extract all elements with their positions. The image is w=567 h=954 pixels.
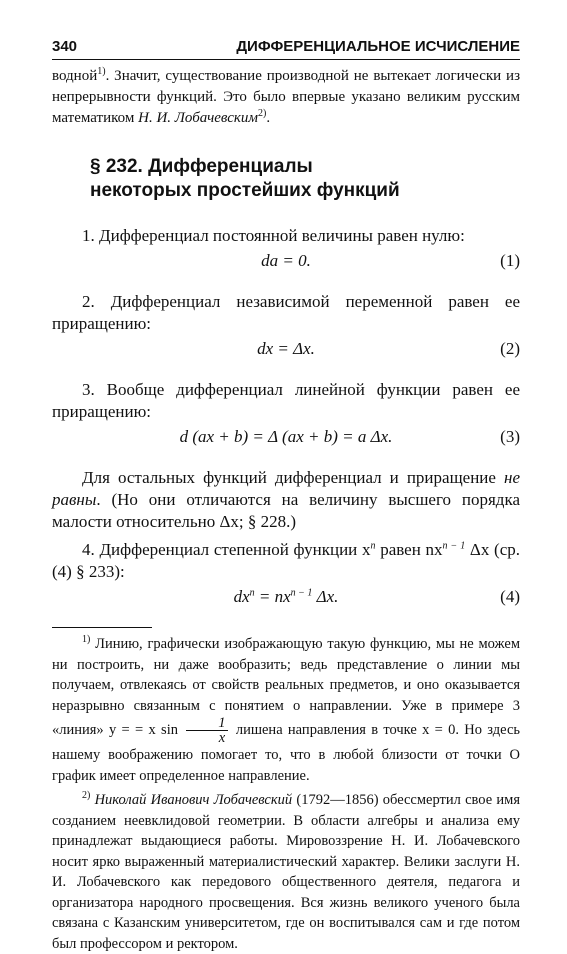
equation-number: (2) — [500, 339, 520, 358]
section-title: § 232. Дифференциалы некоторых простейших функций — [90, 156, 400, 201]
equation-number: (4) — [500, 587, 520, 606]
footnote-ref-1[interactable]: 1) — [97, 66, 106, 77]
equation-number: (1) — [500, 251, 520, 270]
running-title: ДИФФЕРЕНЦИАЛЬНОЕ ИСЧИСЛЕНИЕ — [236, 38, 520, 55]
intro-paragraph: водной$^{1)}$. Значит, существование производной не вытекает логически из непрерывности функций. Это было впервые указано великим русским математиком Н. И. Лобачевским$^{2)}$. — [52, 66, 520, 126]
formula-3: d (ax + b) = Δ (ax + b) = a Δx. (3) — [52, 425, 520, 449]
footnote-1: $^{1)}$ Линию, графически изображающую такую функцию, мы не можем ни построить, ни даже вообразить; ведь представление о линии мы получаем, отвлекаясь от свойств реальных предметов, и оно оказывается неразрывно связанным с понятием о направлении. Уже в примере 3 «линия» y = = x sin $\frac{1}{x}$ лишена направления в точке x = 0. Но здесь нашему воображению помогает то, что в любой близости от точки O график имеет определенное направление. — [52, 634, 520, 784]
fraction: $\frac{1}{x}$ — [186, 716, 227, 745]
formula-4: $dx^n = nx^{n - 1}$ Δx. (4) — [52, 585, 520, 609]
remark-paragraph: Для остальных функций дифференциал и приращение не равны. (Но они отличаются на величину высшего порядка малости относительно Δx; § 228.) — [52, 468, 520, 531]
footnote-2: $^{2)}$ Николай Иванович Лобачевский (1792—1856) обессмертил свое имя созданием неевклидовой геометрии. В области алгебры и анализа ему принадлежат выдающиеся работы. Мировоззрение Н. И. Лобачевского носит ярко выраженный материалистический характер. Велики заслуги Н. И. Лобачевского как передового общественного деятеля, педагога и организатора народного просвещения. Вся жизнь великого ученого была связана с Казанским университетом, где он воспитывался сам и где потом был профессором и ректором. — [52, 790, 520, 952]
author-name: Н. И. Лобачевским — [138, 110, 258, 126]
item-3-text: 3. Вообще дифференциал линейной функции равен ее приращению: — [52, 380, 520, 421]
formula-2: dx = Δx. (2) — [52, 337, 520, 361]
page-number: 340 — [52, 38, 78, 55]
footnote-ref-2[interactable]: 2) — [257, 108, 267, 119]
page-header — [52, 38, 520, 60]
item-1-text: 1. Дифференциал постоянной величины равен нулю: — [82, 226, 465, 245]
formula-1: da = 0. (1) — [52, 249, 520, 273]
item-4-text: 4. Дифференциал степенной функции $x^n$ равен $nx^{n - 1}$ Δx (ср. (4) § 233): — [52, 540, 521, 581]
book-page — [52, 38, 520, 954]
equation-number: (3) — [500, 427, 520, 446]
footnote-separator — [52, 627, 152, 628]
item-2-text: 2. Дифференциал независимой переменной равен ее приращению: — [52, 292, 520, 333]
